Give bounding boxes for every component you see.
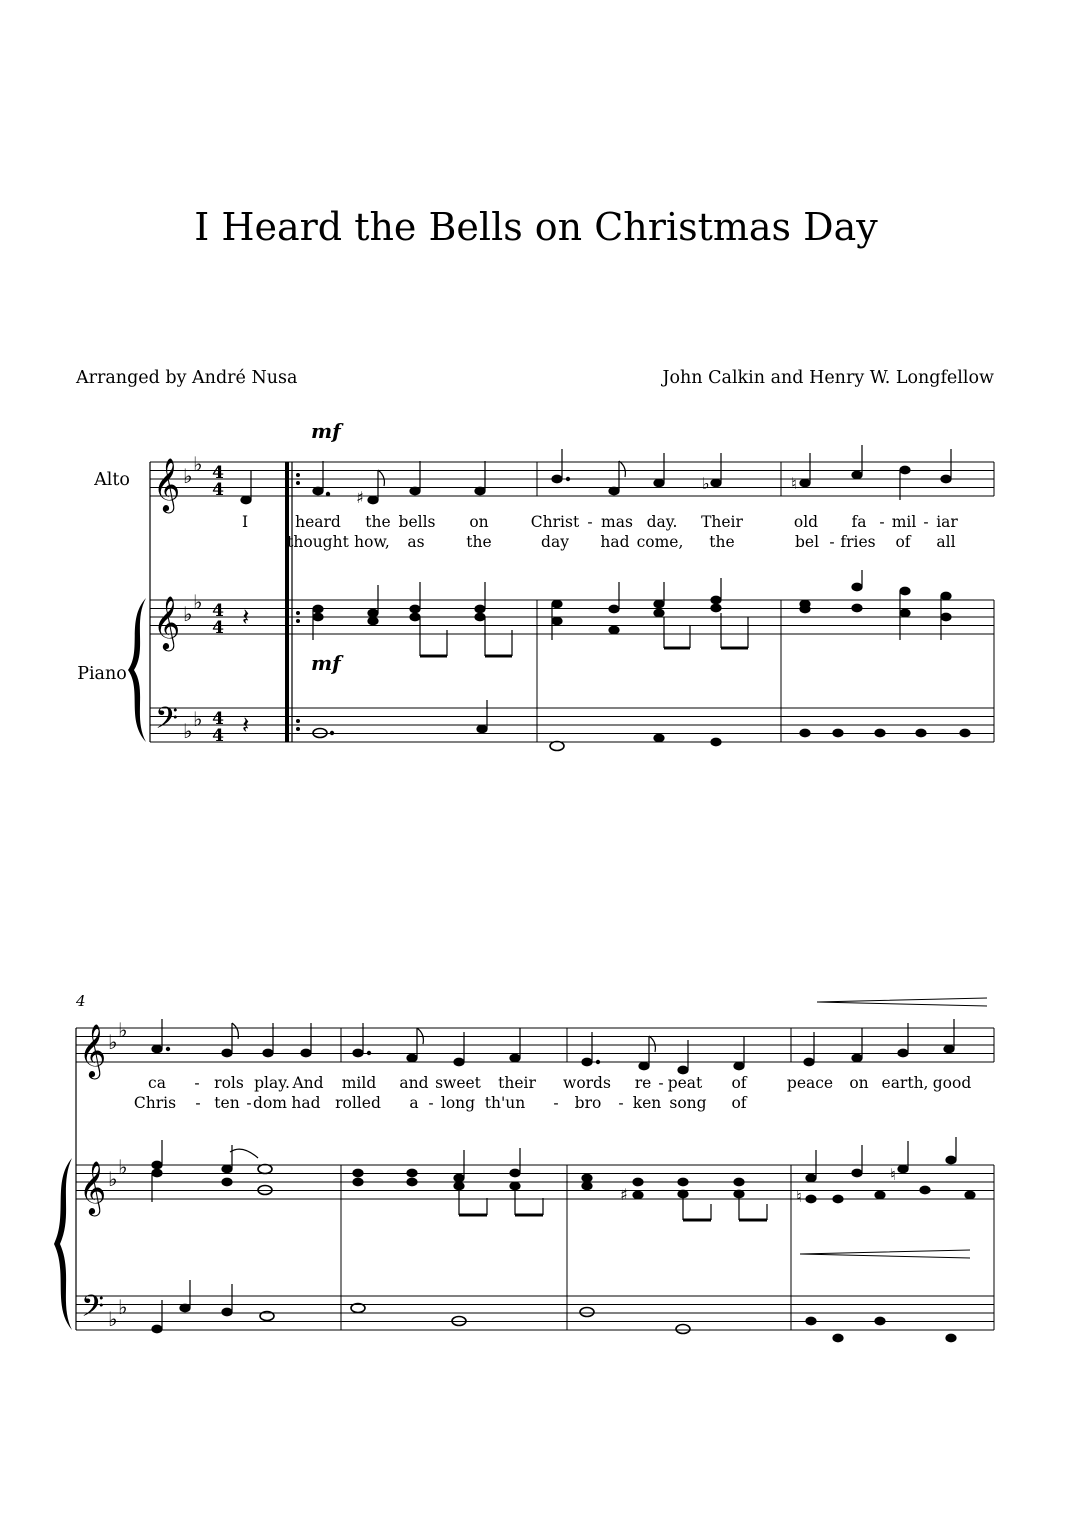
svg-text:good: good [932, 1074, 972, 1092]
svg-text:4: 4 [212, 463, 224, 483]
svg-text:𝄽: 𝄽 [242, 603, 250, 631]
svg-text:4: 4 [212, 709, 224, 729]
lyrics-verse1-system-1 [242, 513, 958, 531]
lyrics-verse1-system-2 [148, 1074, 971, 1092]
svg-text:heard: heard [295, 513, 341, 531]
key-signature-flats [108, 1018, 127, 1331]
svg-text:-: - [553, 1094, 559, 1112]
svg-text:ken: ken [632, 1094, 662, 1112]
piano-bass-staff [76, 1296, 994, 1330]
svg-text:long: long [440, 1094, 476, 1112]
svg-text:had: had [291, 1094, 321, 1112]
svg-text:as: as [407, 533, 425, 551]
svg-text:of: of [731, 1074, 747, 1092]
svg-text:-: - [829, 533, 835, 551]
system-1 [77, 419, 994, 751]
svg-text:on: on [849, 1074, 869, 1092]
svg-text:♯: ♯ [356, 488, 364, 507]
dynamic-mf-piano: mf [311, 651, 341, 675]
lyrics-verse2-system-1 [287, 533, 955, 551]
piano-treble-staff [150, 600, 994, 742]
piano-treble-notes-system-2 [152, 1137, 975, 1220]
svg-text:♮: ♮ [796, 1187, 802, 1206]
measure-number: 4 [76, 992, 86, 1010]
svg-text:♯: ♯ [620, 1185, 628, 1204]
alto-notes-system-2 [152, 1019, 954, 1074]
svg-text:all: all [936, 533, 956, 551]
svg-text:I: I [241, 513, 249, 531]
svg-text:the: the [466, 533, 492, 551]
svg-text:4: 4 [212, 618, 224, 638]
svg-text:a: a [409, 1094, 419, 1112]
svg-text:♭: ♭ [183, 464, 193, 488]
svg-text:song: song [669, 1094, 707, 1112]
svg-text:4: 4 [212, 601, 224, 621]
svg-text:♭: ♭ [108, 1307, 118, 1331]
svg-text:mild: mild [341, 1074, 377, 1092]
svg-text:sweet: sweet [435, 1074, 481, 1092]
svg-text:day.: day. [646, 513, 678, 531]
svg-text:earth,: earth, [881, 1074, 929, 1092]
svg-text:ca: ca [148, 1074, 166, 1092]
alto-label: Alto [94, 470, 130, 490]
svg-text:-: - [194, 1074, 200, 1092]
piano-bass-notes-system-2 [152, 1280, 956, 1342]
svg-text:fries: fries [840, 533, 876, 551]
svg-text:♮: ♮ [890, 1165, 896, 1184]
piano-treble-staff [76, 1165, 994, 1330]
treble-clef-icon: 𝄞 [153, 457, 181, 511]
svg-text:peat: peat [667, 1074, 703, 1092]
svg-text:And: And [292, 1074, 324, 1092]
svg-text:-: - [879, 513, 885, 531]
piano-bass-staff [150, 708, 994, 742]
svg-text:♭: ♭ [108, 1167, 118, 1191]
svg-text:rolled: rolled [335, 1094, 381, 1112]
svg-text:Christ: Christ [530, 513, 580, 531]
svg-text:-: - [618, 1094, 624, 1112]
svg-text:♭: ♭ [118, 1018, 128, 1042]
svg-text:peace: peace [786, 1074, 834, 1092]
svg-text:bel: bel [794, 533, 820, 551]
svg-text:-: - [246, 1094, 252, 1112]
svg-text:4: 4 [212, 480, 224, 500]
svg-text:♮: ♮ [791, 474, 797, 493]
time-signature [212, 463, 224, 746]
svg-text:words: words [563, 1074, 611, 1092]
arranger-credit: Arranged by André Nusa [76, 368, 298, 388]
svg-text:day: day [541, 533, 569, 551]
piano-brace [54, 1158, 72, 1330]
repeat-barline [285, 462, 300, 742]
svg-text:-: - [195, 1094, 201, 1112]
alto-notes-system-1 [241, 445, 951, 507]
svg-text:and: and [399, 1074, 429, 1092]
svg-text:rols: rols [214, 1074, 244, 1092]
svg-text:♭: ♭ [118, 1295, 128, 1319]
composer-credit: John Calkin and Henry W. Longfellow [662, 368, 994, 388]
svg-text:play.: play. [254, 1074, 290, 1092]
svg-text:the: the [365, 513, 391, 531]
svg-text:thought: thought [287, 533, 349, 551]
svg-text:mil: mil [891, 513, 917, 531]
svg-text:-: - [658, 1074, 664, 1092]
svg-text:𝄽: 𝄽 [242, 711, 250, 739]
svg-text:bro: bro [574, 1094, 602, 1112]
treble-clef-icon: 𝄞 [79, 1023, 107, 1077]
piano-brace [128, 598, 146, 742]
svg-text:♭: ♭ [193, 590, 203, 614]
svg-text:re: re [634, 1074, 652, 1092]
dynamic-mf-alto: mf [311, 419, 341, 443]
bass-clef-icon: 𝄢 [81, 1290, 105, 1331]
svg-text:the: the [709, 533, 735, 551]
svg-text:♭: ♭ [193, 452, 203, 476]
svg-text:bells: bells [398, 513, 436, 531]
svg-text:♭: ♭ [183, 602, 193, 626]
svg-text:of: of [895, 533, 911, 551]
svg-text:♭: ♭ [118, 1155, 128, 1179]
svg-text:♭: ♭ [193, 707, 203, 731]
piano-treble-notes-system-1 [242, 570, 951, 656]
svg-text:had: had [600, 533, 630, 551]
treble-clef-icon: 𝄞 [153, 595, 181, 649]
page-title: I Heard the Bells on Christmas Day [194, 205, 878, 249]
svg-text:mas: mas [601, 513, 633, 531]
system-2 [54, 992, 994, 1342]
bass-clef-icon: 𝄢 [155, 702, 179, 743]
svg-text:of: of [731, 1094, 747, 1112]
piano-label: Piano [77, 664, 127, 684]
svg-text:♭: ♭ [702, 474, 710, 493]
svg-text:come,: come, [636, 533, 684, 551]
svg-text:Chris: Chris [133, 1094, 177, 1112]
treble-clef-icon: 𝄞 [79, 1160, 107, 1214]
svg-text:iar: iar [936, 513, 958, 531]
svg-text:-: - [428, 1094, 434, 1112]
svg-text:-: - [923, 513, 929, 531]
svg-text:dom: dom [253, 1094, 287, 1112]
svg-text:♭: ♭ [108, 1030, 118, 1054]
svg-text:on: on [469, 513, 489, 531]
svg-text:how,: how, [354, 533, 390, 551]
alto-staff [150, 462, 994, 496]
svg-text:their: their [498, 1074, 536, 1092]
svg-text:fa: fa [851, 513, 867, 531]
svg-text:th'un: th'un [484, 1094, 526, 1112]
svg-text:ten: ten [214, 1094, 240, 1112]
svg-text:-: - [587, 513, 593, 531]
svg-text:old: old [793, 513, 819, 531]
svg-text:♭: ♭ [183, 719, 193, 743]
svg-text:4: 4 [212, 726, 224, 746]
lyrics-verse2-system-2 [134, 1094, 748, 1112]
svg-text:Their: Their [701, 513, 743, 531]
